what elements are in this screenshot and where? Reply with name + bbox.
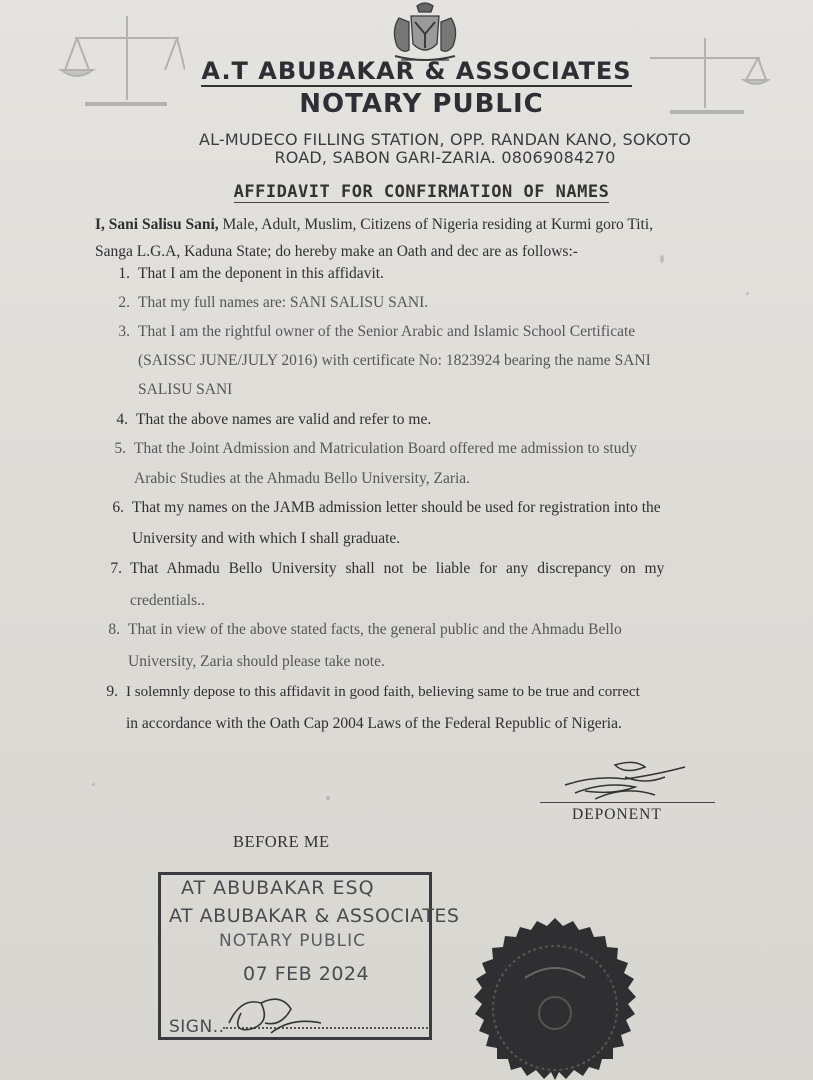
paper-speck	[92, 783, 95, 786]
stamp-sign-label: SIGN..	[169, 1017, 225, 1037]
document-title: AFFIDAVIT FOR CONFIRMATION OF NAMES	[233, 182, 610, 202]
paper-speck	[746, 292, 749, 295]
paper-speck	[326, 796, 330, 800]
address-line-1: AL-MUDECO FILLING STATION, OPP. RANDAN KANO, SOKOTO	[198, 130, 692, 149]
intro-line-1: I, Sani Salisu Sani, Male, Adult, Muslim, Citizens of Nigeria residing at Kurmi goro Titi,	[95, 216, 654, 233]
stamp-date: 07 FEB 2024	[243, 963, 370, 985]
notary-signature	[221, 993, 331, 1039]
stamp-title: NOTARY PUBLIC	[219, 931, 367, 951]
notary-stamp	[158, 872, 460, 1040]
address-line-2: ROAD, SABON GARI-ZARIA. 08069084270	[274, 148, 616, 167]
notary-public-heading: NOTARY PUBLIC	[299, 89, 544, 119]
deponent-signature	[555, 755, 705, 805]
firm-address	[150, 131, 740, 167]
document-page: A.T ABUBAKAR & ASSOCIATES NOTARY PUBLIC AL-MUDECO FILLING STATION, OPP. RANDAN KANO, SOKOTO ROAD, SABON GARI-ZARIA. 08069084270 AFFIDAVIT FOR CONFIRMATION OF NAMES I, Sani Salisu Sani, Male, Adult, Muslim, Citizens of Nigeria residing at Kurmi goro Titi, Sanga L.G.A, Kaduna State; do hereby make an Oath and dec are as follows:- 1. That I am the deponent in this affidavit. 2. That my full names are: SANI SALISU SANI. 3. That I am the rightful owner of the Senior Arabic and Islamic School Certificate (SAISSC JUNE/JULY 2016) with certificate No: 1823924 bearing the name SANI SALISU SANI 4. That the above names are valid and refer to me. 5. That the Joint Admission and Matriculation Board offered me admission to study Arabic Studies at the Ahmadu Bello University, Zaria. 6. That my names on the JAMB admission letter should be used for registration into the University and with which I shall graduate. 7. That Ahmadu Bello University shall not be liable for any discrepancy on my credentials.. 8. That in view of the above stated facts, the general public and the Ahmadu Bello University, Zaria should please take note. 9. I solemnly depose to this affidavit in good faith, believing same to be true and correct in accordance with the Oath Cap 2004 Laws of the Federal Republic of Nigeria. DEPONENT BEFORE ME AT ABUBAKAR ESQ AT ABUBAKAR & ASSOCIATES NOTARY PUBLIC 07 FEB 2024 SIGN..	[0, 0, 813, 1080]
paper-speck	[660, 255, 664, 263]
deponent-label: DEPONENT	[572, 806, 662, 823]
embossed-seal-icon	[455, 918, 655, 1080]
intro-paragraph	[95, 211, 745, 265]
firm-name: A.T ABUBAKAR & ASSOCIATES	[201, 57, 632, 85]
intro-line-2: Sanga L.G.A, Kaduna State; do hereby make an Oath and dec are as follows:-	[95, 243, 578, 260]
stamp-name: AT ABUBAKAR ESQ	[181, 877, 375, 899]
before-me-label: BEFORE ME	[233, 832, 330, 851]
stamp-firm: AT ABUBAKAR & ASSOCIATES	[169, 905, 460, 927]
signature-line	[540, 802, 715, 803]
deponent-name: I, Sani Salisu Sani,	[95, 216, 219, 233]
